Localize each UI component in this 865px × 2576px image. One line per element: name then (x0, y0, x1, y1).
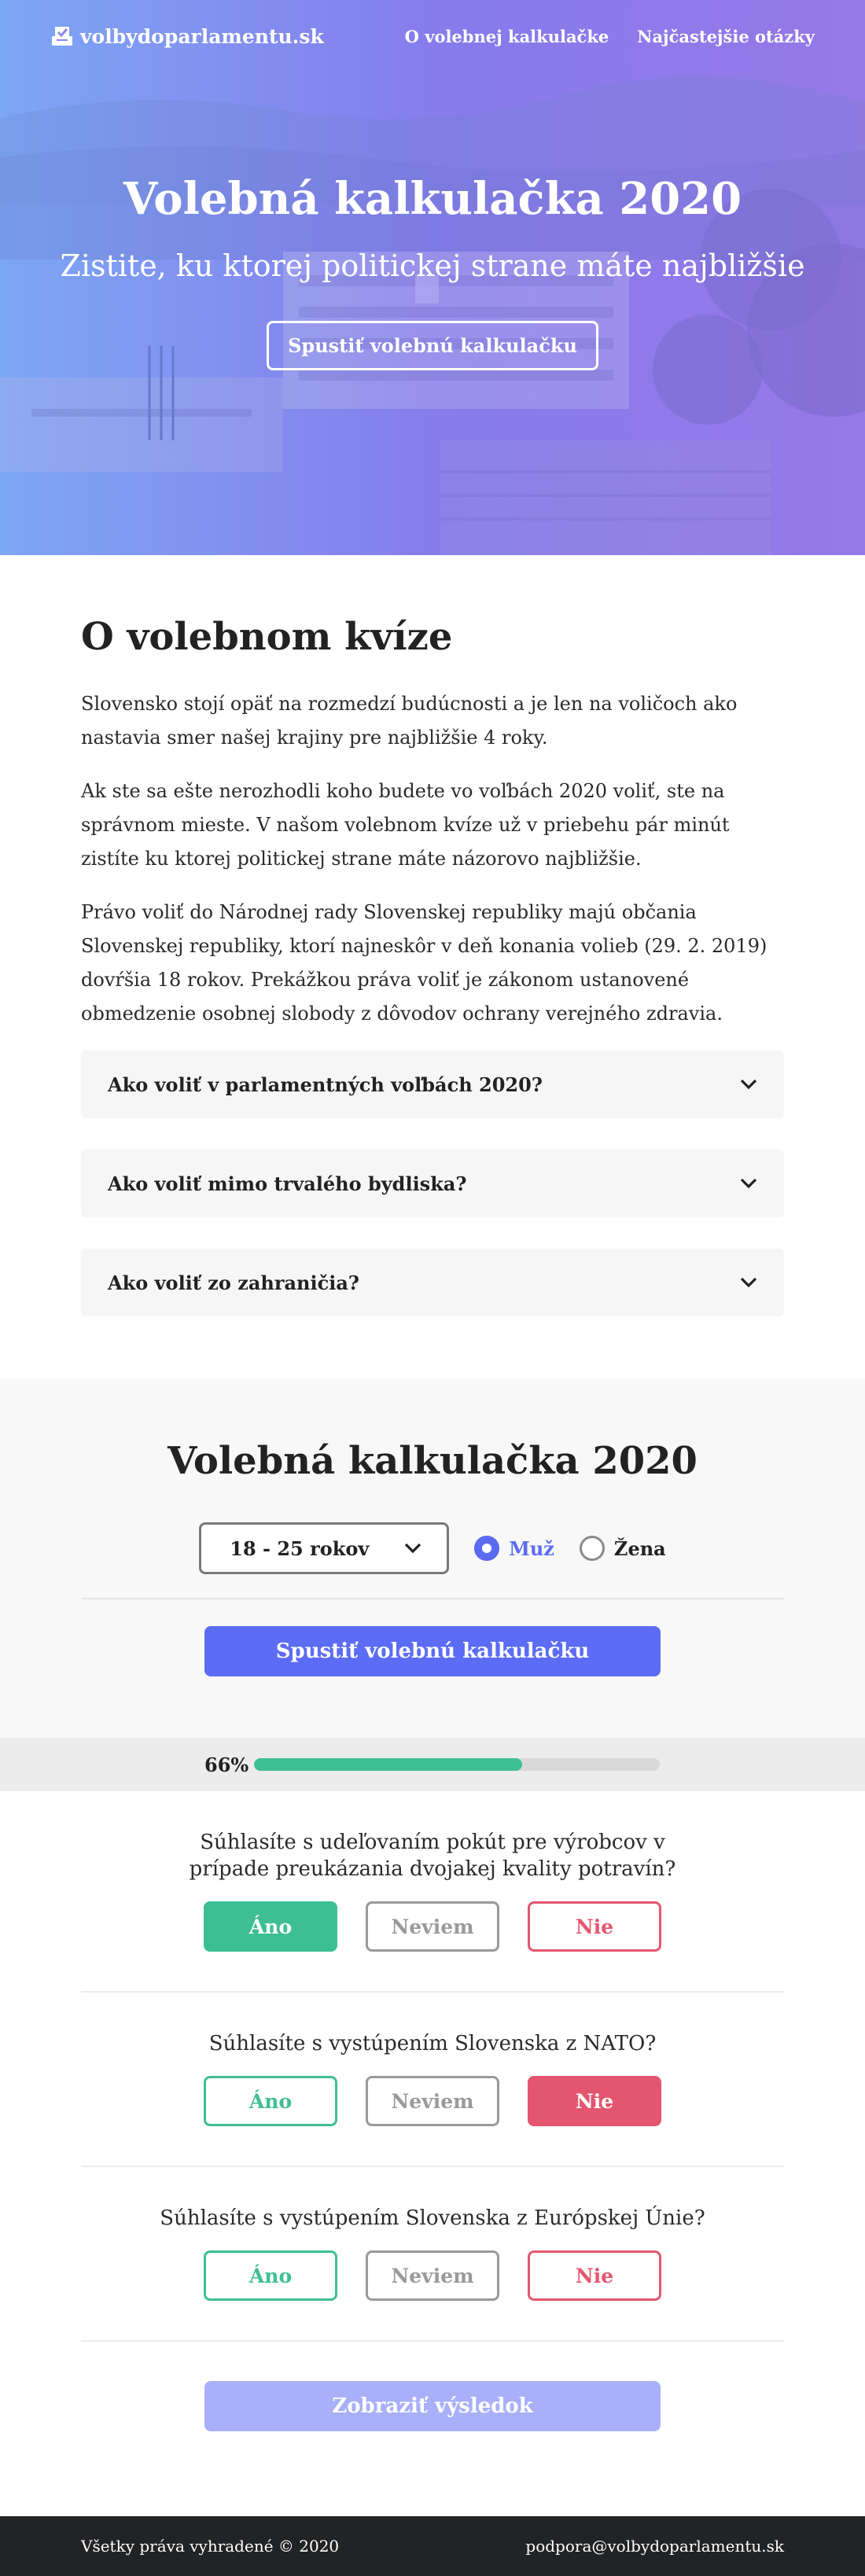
answer-buttons (81, 2076, 784, 2126)
result-area (81, 2342, 784, 2491)
answer-yes-button[interactable]: Áno (204, 2250, 337, 2301)
hero-title: Volebná kalkulačka 2020 (123, 173, 742, 225)
faq-item-label: Ako voliť v parlamentných voľbách 2020? (108, 1073, 543, 1096)
top-nav (0, 0, 865, 72)
chevron-down-icon (740, 1277, 757, 1288)
calculator-heading: Volebná kalkulačka 2020 (167, 1439, 698, 1483)
question-text: Súhlasíte s udeľovaním pokút pre výrobcov v prípade preukázania dvojakej kvality potravín? (189, 1831, 676, 1881)
hero-content (0, 173, 865, 370)
age-select[interactable] (199, 1522, 449, 1574)
ballot-box-icon (50, 25, 74, 47)
calculator-controls (81, 1522, 784, 1574)
gender-label-male: Muž (509, 1536, 554, 1560)
show-result-button[interactable]: Zobraziť výsledok (204, 2381, 661, 2431)
chevron-down-icon (740, 1079, 757, 1090)
footer-email-link[interactable]: podpora@volbydoparlamentu.sk (525, 2537, 784, 2556)
answer-yes-button[interactable]: Áno (204, 2076, 337, 2126)
about-heading: O volebnom kvíze (81, 615, 453, 659)
nav-link-about[interactable]: O volebnej kalkulačke (404, 26, 609, 46)
gender-label-female: Žena (613, 1536, 666, 1560)
chevron-down-icon (404, 1543, 421, 1554)
calculator-section (0, 1379, 865, 1738)
nav-link-faq[interactable]: Najčastejšie otázky (637, 26, 815, 46)
gender-radio-female[interactable] (580, 1536, 666, 1561)
answer-dont-know-button[interactable]: Neviem (366, 2250, 499, 2301)
answer-dont-know-button[interactable]: Neviem (366, 2076, 499, 2126)
progress-band (0, 1738, 865, 1791)
question-text: Súhlasíte s vystúpením Slovenska z NATO? (208, 2032, 657, 2055)
answer-no-button[interactable]: Nie (528, 2076, 661, 2126)
about-section (0, 555, 865, 1379)
faq-item-label: Ako voliť zo zahraničia? (108, 1271, 359, 1294)
radio-unchecked-icon (580, 1536, 605, 1561)
answer-buttons (81, 1901, 784, 1952)
answer-yes-button[interactable]: Áno (204, 1901, 337, 1952)
question-card (81, 1993, 784, 2167)
nav-links (405, 27, 815, 46)
faq-item-vote-away[interactable] (81, 1150, 784, 1217)
radio-checked-icon (474, 1536, 499, 1561)
age-select-value: 18 - 25 rokov (230, 1536, 370, 1560)
answer-buttons (81, 2250, 784, 2301)
brand-logo[interactable] (50, 25, 324, 48)
progress-percent: 66% (204, 1753, 249, 1776)
footer (0, 2516, 865, 2576)
progress-bar (254, 1758, 660, 1771)
progress-bar-fill (254, 1758, 522, 1771)
answer-no-button[interactable]: Nie (528, 1901, 661, 1952)
faq-accordion (81, 1051, 784, 1316)
start-calculator-button[interactable]: Spustiť volebnú kalkulačku (204, 1626, 661, 1676)
about-paragraph: Právo voliť do Národnej rady Slovenskej republiky majú občania Slovenskej republiky, ktorí najneskôr v deň konania volieb (29. 2. 2019) dovŕšia 18 rokov. Prekážkou práva voliť je zákonom ustanovené obmedzenie osobnej slobody z dôvodov ochrany verejného zdravia. (81, 901, 767, 1025)
answer-dont-know-button[interactable]: Neviem (366, 1901, 499, 1952)
faq-item-label: Ako voliť mimo trvalého bydliska? (108, 1172, 467, 1195)
brand-name: volbydoparlamentu.sk (80, 24, 324, 48)
hero-section (0, 0, 865, 555)
gender-radio-male[interactable] (474, 1536, 554, 1561)
hero-subtitle: Zistite, ku ktorej politickej strane máte najbližšie (60, 248, 805, 283)
answer-no-button[interactable]: Nie (528, 2250, 661, 2301)
question-card (81, 2167, 784, 2342)
hero-start-button[interactable]: Spustiť volebnú kalkulačku (267, 321, 598, 370)
question-card (81, 1791, 784, 1993)
questions-section (0, 1791, 865, 2491)
question-text: Súhlasíte s vystúpením Slovenska z Európskej Únie? (160, 2206, 705, 2230)
faq-item-vote-abroad[interactable] (81, 1249, 784, 1316)
chevron-down-icon (740, 1178, 757, 1189)
faq-item-how-to-vote[interactable] (81, 1051, 784, 1118)
footer-copyright: Všetky práva vyhradené © 2020 (81, 2537, 340, 2556)
divider (81, 1598, 784, 1599)
about-paragraph: Ak ste sa ešte nerozhodli koho budete vo voľbách 2020 voliť, ste na správnom mieste. V našom volebnom kvíze už v priebehu pár minút zistíte ku ktorej politickej strane máte názorovo najbližšie. (81, 780, 730, 870)
about-paragraph: Slovensko stojí opäť na rozmedzí budúcnosti a je len na voličoch ako nastavia smer našej krajiny pre najbližšie 4 roky. (81, 693, 738, 749)
